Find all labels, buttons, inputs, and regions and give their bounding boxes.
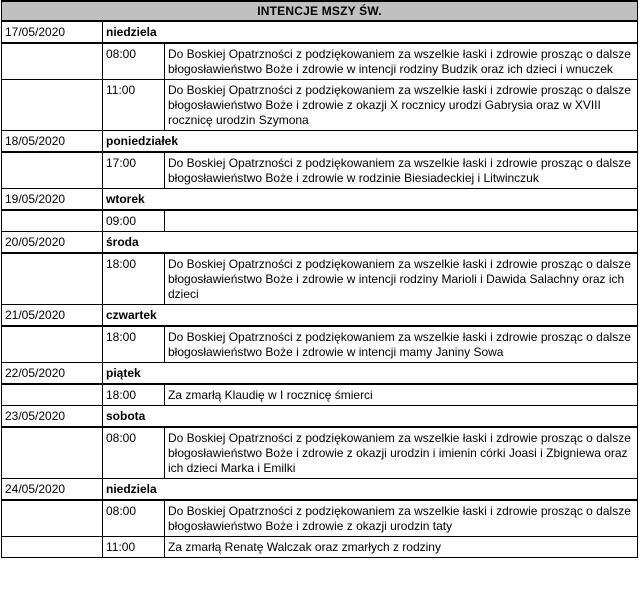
mass-time: 08:00 (103, 500, 165, 537)
mass-row (2, 43, 638, 80)
mass-time: 08:00 (103, 43, 165, 80)
day-date: 18/05/2020 (2, 131, 103, 153)
day-name: niedziela (103, 479, 638, 501)
day-date: 22/05/2020 (2, 363, 103, 385)
intentions-table (1, 0, 638, 558)
mass-row (2, 253, 638, 305)
empty-cell (2, 537, 103, 558)
mass-time: 11:00 (103, 80, 165, 131)
day-row (2, 406, 638, 428)
empty-cell (2, 80, 103, 131)
day-row (2, 131, 638, 153)
title-row (2, 1, 638, 21)
mass-row (2, 537, 638, 558)
mass-row (2, 152, 638, 189)
mass-intention: Za zmarłą Klaudię w I rocznicę śmierci (165, 384, 638, 406)
mass-intention: Do Boskiej Opatrzności z podziękowaniem za wszelkie łaski i zdrowie prosząc o dalsze błogosławieństwo Boże i zdrowie z okazji urodzin i imienin córki Joasi i Zbigniewa oraz ich dzieci Marka i Emilki (165, 427, 638, 479)
day-row (2, 189, 638, 211)
empty-cell (2, 427, 103, 479)
day-row (2, 305, 638, 327)
mass-intention: Do Boskiej Opatrzności z podziękowaniem za wszelkie łaski i zdrowie prosząc o dalsze błogosławieństwo Boże i zdrowie w intencji rodziny Marioli i Dawida Salachny oraz ich dzieci (165, 253, 638, 305)
day-date: 19/05/2020 (2, 189, 103, 211)
day-date: 20/05/2020 (2, 232, 103, 254)
mass-intention: Do Boskiej Opatrzności z podziękowaniem za wszelkie łaski i zdrowie prosząc o dalsze błogosławieństwo Boże i zdrowie w intencji mamy Janiny Sowa (165, 326, 638, 363)
mass-time: 08:00 (103, 427, 165, 479)
mass-row (2, 427, 638, 479)
day-date: 21/05/2020 (2, 305, 103, 327)
empty-cell (2, 210, 103, 232)
mass-row (2, 384, 638, 406)
mass-time: 09:00 (103, 210, 165, 232)
sheet-title: INTENCJE MSZY ŚW. (2, 1, 638, 21)
empty-cell (2, 326, 103, 363)
mass-time: 18:00 (103, 326, 165, 363)
day-date: 23/05/2020 (2, 406, 103, 428)
mass-intention: Za zmarłą Renatę Walczak oraz zmarłych z rodziny (165, 537, 638, 558)
day-row (2, 363, 638, 385)
mass-intention (165, 210, 638, 232)
mass-row (2, 500, 638, 537)
mass-time: 11:00 (103, 537, 165, 558)
mass-time: 18:00 (103, 253, 165, 305)
day-name: poniedziałek (103, 131, 638, 153)
empty-cell (2, 43, 103, 80)
day-row (2, 479, 638, 501)
mass-intention: Do Boskiej Opatrzności z podziękowaniem za wszelkie łaski i zdrowie prosząc o dalsze błogosławieństwo Boże i zdrowie z okazji urodzin taty (165, 500, 638, 537)
empty-cell (2, 500, 103, 537)
mass-row (2, 80, 638, 131)
mass-intention: Do Boskiej Opatrzności z podziękowaniem za wszelkie łaski i zdrowie prosząc o dalsze błogosławieństwo Boże i zdrowie w rodzinie Biesiadeckiej i Litwinczuk (165, 152, 638, 189)
day-date: 24/05/2020 (2, 479, 103, 501)
mass-row (2, 326, 638, 363)
mass-intention: Do Boskiej Opatrzności z podziękowaniem za wszelkie łaski i zdrowie prosząc o dalsze błogosławieństwo Boże i zdrowie z okazji X rocznicy urodzi Gabrysia oraz w XVIII rocznicę urodzin Szymona (165, 80, 638, 131)
mass-time: 17:00 (103, 152, 165, 189)
empty-cell (2, 152, 103, 189)
day-name: piątek (103, 363, 638, 385)
day-name: wtorek (103, 189, 638, 211)
empty-cell (2, 384, 103, 406)
day-date: 17/05/2020 (2, 21, 103, 43)
day-name: czwartek (103, 305, 638, 327)
day-name: środa (103, 232, 638, 254)
mass-row (2, 210, 638, 232)
day-row (2, 232, 638, 254)
mass-intention: Do Boskiej Opatrzności z podziękowaniem za wszelkie łaski i zdrowie prosząc o dalsze błogosławieństwo Boże i zdrowie w intencji rodziny Budzik oraz ich dzieci i wnuczek (165, 43, 638, 80)
day-name: niedziela (103, 21, 638, 43)
mass-time: 18:00 (103, 384, 165, 406)
day-row (2, 21, 638, 43)
day-name: sobota (103, 406, 638, 428)
empty-cell (2, 253, 103, 305)
